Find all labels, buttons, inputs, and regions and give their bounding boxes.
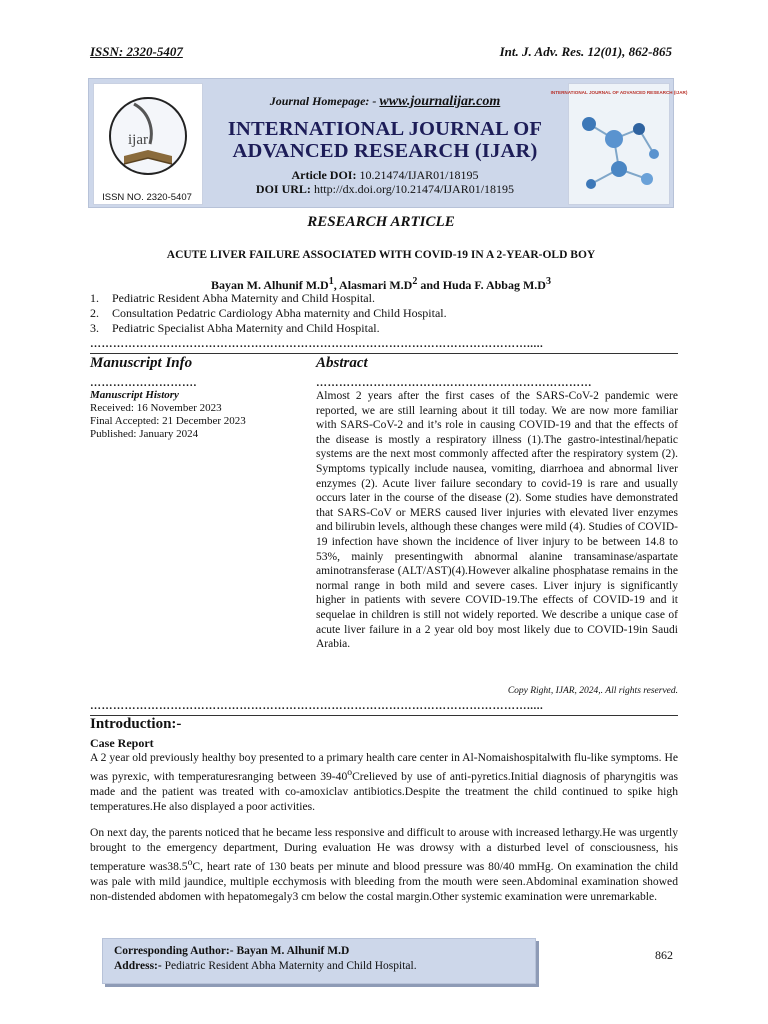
dotted-divider-left: ………………………. <box>90 377 197 389</box>
journal-logo <box>93 83 203 205</box>
homepage-link[interactable]: www.journalijar.com <box>379 94 501 109</box>
page-number: 862 <box>655 948 673 962</box>
dotted-divider: ……………………………………………………………………………………………………..... <box>90 700 544 712</box>
running-header <box>90 44 672 60</box>
accepted-date: Final Accepted: 21 December 2023 <box>90 415 246 427</box>
affiliation-item <box>90 321 672 336</box>
manuscript-info-heading: Manuscript Info <box>90 355 193 371</box>
author-1-affil: 1 <box>328 276 334 287</box>
affiliation-item <box>90 306 672 321</box>
journal-title <box>205 118 565 162</box>
svg-text:INTERNATIONAL JOURNAL OF ADVAN: INTERNATIONAL JOURNAL OF ADVANCED RESEARCH (IJAR) <box>550 90 688 95</box>
author-1: Bayan M. Alhunif M.D <box>211 278 329 292</box>
affiliation-number: 3. <box>90 321 99 335</box>
section-rule <box>90 353 678 354</box>
author-separator: , <box>333 278 340 292</box>
history-label: Manuscript History <box>90 389 179 401</box>
article-title: ACUTE LIVER FAILURE ASSOCIATED WITH COVID-19 IN A 2-YEAR-OLD BOY <box>166 249 596 261</box>
logo-issn: ISSN NO. 2320-5407 <box>102 192 192 203</box>
copyright-notice: Copy Right, IJAR, 2024,. All rights reserved. <box>507 686 678 696</box>
paragraph-text: A 2 year old previously healthy boy presented to a primary health care center in Al-Nomaishospitalwith flu-like symptoms. He was pyrexic, with temperaturesranging between 39-40 <box>90 751 678 783</box>
molecule-cover-icon <box>550 84 688 204</box>
affiliation-item <box>90 291 672 306</box>
corresponding-author-text <box>114 944 417 974</box>
journal-title-line2: ADVANCED RESEARCH (IJAR) <box>232 140 538 162</box>
corresponding-author-name: Corresponding Author:- Bayan M. Alhunif M.D <box>114 945 350 957</box>
author-2: Alasmari M.D <box>339 278 413 292</box>
paragraph-text: C, heart rate of 130 beats per minute and blood pressure was 80/40 mmHg. On examination the child was pale with mild jaundice, multiple ecchymosis with bleeding from the mouth were seen.Abdominal examination showed non-distended abdomen with hepatomegaly3 cm below the costal margin.Other systemic examination were unremarkable. <box>90 859 679 903</box>
article-type: RESEARCH ARTICLE <box>307 214 455 230</box>
paragraph-text: On next day, the parents noticed that he became less responsive and difficult to arouse with increased lethargy.He was urgently brought to the emergency department, During evaluation He was drowsy with a disturbed level of consciousness, his temperature was38.5 <box>90 826 678 873</box>
degree-sup: o <box>347 767 353 778</box>
doi-url-link[interactable]: http://dx.doi.org/10.21474/IJAR01/18195 <box>313 182 515 196</box>
affiliation-number: 1. <box>90 291 99 305</box>
author-3-affil: 3 <box>545 276 551 287</box>
author-3: Huda F. Abbag M.D <box>442 278 546 292</box>
journal-title-line1: INTERNATIONAL JOURNAL OF <box>227 118 543 140</box>
paragraph-text: Crelieved by use of anti-pyretics.Initial diagnosis of pharyngitis was made and the patient was treated with co-amoxiclav antibiotics.Despite the treatment the child continued to spike high temperatures.He also displayed a poor activities. <box>90 769 678 813</box>
svg-text:ijar: ijar <box>128 132 148 148</box>
affiliation-list <box>90 291 672 336</box>
journal-cover <box>550 83 688 205</box>
affiliation-number: 2. <box>90 306 99 320</box>
case-paragraph-2 <box>90 825 678 904</box>
address-value: Pediatric Resident Abha Maternity and Child Hospital. <box>161 960 417 972</box>
doi-value: 10.21474/IJAR01/18195 <box>359 168 479 182</box>
manuscript-history <box>90 389 300 441</box>
dotted-divider: ……………………………………………………………………………………………………..... <box>90 338 544 350</box>
address-label: Address:- <box>114 960 162 972</box>
affiliation-text: Pediatric Specialist Abha Maternity and Child Hospital. <box>112 321 380 335</box>
published-date: Published: January 2024 <box>90 428 199 440</box>
doi-url-label: DOI URL: <box>255 182 311 196</box>
journal-homepage <box>210 94 560 110</box>
abstract-heading: Abstract <box>316 355 368 371</box>
case-paragraph-1 <box>90 750 678 814</box>
case-report-heading: Case Report <box>90 736 154 750</box>
affiliation-text: Consultation Pedatric Cardiology Abha maternity and Child Hospital. <box>112 306 447 320</box>
author-2-affil: 2 <box>412 276 418 287</box>
homepage-label: Journal Homepage: - <box>269 94 377 108</box>
introduction-heading: Introduction:- <box>90 716 182 732</box>
degree-sup: o <box>187 857 193 868</box>
citation-text: Int. J. Adv. Res. 12(01), 862-865 <box>499 44 672 59</box>
ijar-logo-icon <box>94 84 202 204</box>
doi-block <box>210 168 560 196</box>
abstract-text: Almost 2 years after the first cases of the SARS-CoV-2 pandemic were reported, we are still learning about it till today. We are now more familiar with SARS-CoV-2 and it’s role in causing COVID-19 and that the effects of the disease is mostly a respiratory illness (1).The gastro-intestinal/hepatic systems are the next most commonly affected after the respiratory system (2). Symptoms typically include nausea, vomiting, diarrhoea and abnormal liver enzymes (2). Acute liver failure secondary to covid-19 is rare and usually occurs later in the course of the disease (2). Some studies have demonstrated that SARS-CoV or MERS caused liver injuries with elevated liver enzymes and bilirubin levels, although these changes were mild (4). Studies of COVID-19 infection have shown the incidence of liver injury to be between 14.8 to 53%, mainly presentingwith abnormal alanine transaminase/aspartate aminotransferase (ALT/AST)(4).However alkaline phosphatase remains in the normal range in both mild and severe cases. Liver injury is significantly higher in patients with severe COVID-19.The effects of COVID-19 and it sequelae in children is still not widely reported. We describe a unique case of acute liver failure in a 2 year old boy most likely due to COVID-19in Saudi Arabia. <box>316 390 678 651</box>
affiliation-text: Pediatric Resident Abha Maternity and Child Hospital. <box>112 291 375 305</box>
dotted-divider-right: ……………………………………………………………… <box>316 377 592 389</box>
received-date: Received: 16 November 2023 <box>90 402 222 414</box>
issn-text: ISSN: 2320-5407 <box>90 44 183 59</box>
doi-label: Article DOI: <box>291 168 357 182</box>
author-separator: and <box>417 278 443 292</box>
